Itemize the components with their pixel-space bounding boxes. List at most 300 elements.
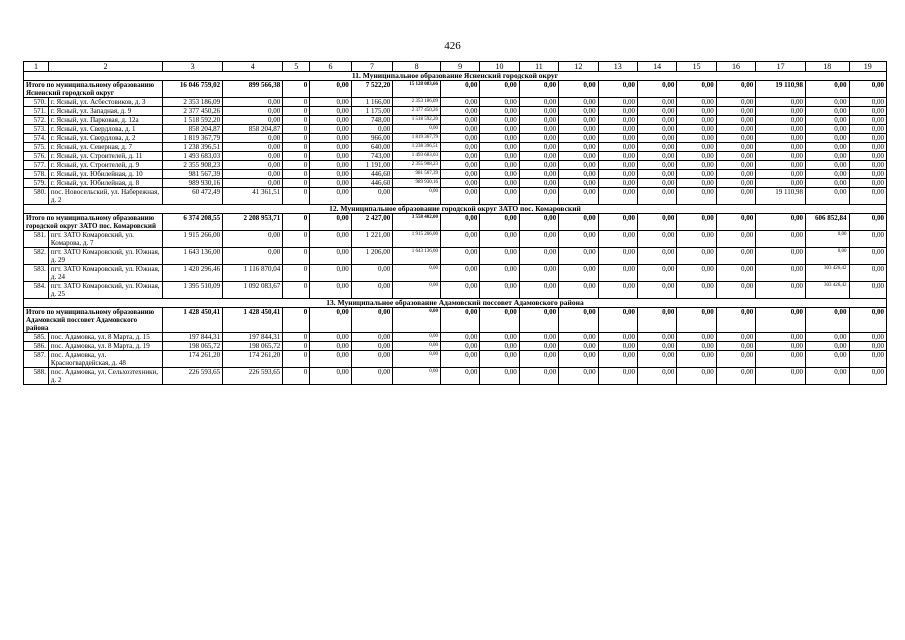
row-cell: 0,00: [223, 143, 283, 152]
row-cell: 0,00: [677, 125, 716, 134]
row-cell: 1 116 870,04: [223, 265, 283, 282]
table-row: [24, 351, 887, 368]
section-row: [24, 205, 887, 214]
row-cell: 0,00: [351, 368, 392, 385]
row-number: 585.: [24, 333, 49, 342]
row-cell: 0: [283, 333, 310, 342]
total-cell: 0,00: [805, 81, 849, 98]
row-cell: 0,00: [351, 188, 392, 205]
row-cell: 0,00: [480, 368, 519, 385]
row-cell: 0,00: [559, 98, 598, 107]
row-cell: 0,00: [519, 116, 558, 125]
row-cell: 0,00: [440, 342, 479, 351]
row-cell: 0,00: [440, 134, 479, 143]
header-cell: 10: [480, 62, 519, 72]
row-number: 576.: [24, 152, 49, 161]
row-cell: 0,00: [440, 282, 479, 299]
row-cell: 0,00: [480, 125, 519, 134]
table-row: [24, 333, 887, 342]
total-cell: 0,00: [677, 214, 716, 231]
row-cell: 1 420 296,46: [162, 265, 222, 282]
row-cell: 0,00: [756, 342, 806, 351]
row-cell: 0,00: [480, 248, 519, 265]
row-cell: 0,00: [637, 152, 676, 161]
row-cell: 0,00: [805, 188, 849, 205]
row-cell: 0,00: [637, 368, 676, 385]
row-cell: 0,00: [310, 231, 351, 248]
row-cell: 0,00: [805, 351, 849, 368]
row-cell: 0,00: [677, 368, 716, 385]
total-cell: 1 428 450,41: [223, 308, 283, 333]
row-number: 573.: [24, 125, 49, 134]
section-row: [24, 72, 887, 81]
section-row: [24, 299, 887, 308]
row-cell: 748,00: [351, 116, 392, 125]
row-cell: 0,00: [716, 179, 755, 188]
row-cell: 981 567,39: [162, 170, 222, 179]
row-cell: 1 643 136,00: [162, 248, 222, 265]
row-address: пос. Адамовка, ул. 8 Марта, д. 19: [48, 342, 162, 351]
row-cell: 0,00: [310, 107, 351, 116]
table-row: [24, 134, 887, 143]
row-cell: 41 361,51: [223, 188, 283, 205]
row-cell: 0,00: [849, 152, 886, 161]
row-cell: 0,00: [559, 188, 598, 205]
header-cell: 1: [24, 62, 49, 72]
row-address: г. Ясный, ул. Парковая, д. 12а: [48, 116, 162, 125]
row-cell: 0,00: [805, 248, 849, 265]
row-cell: 0: [283, 248, 310, 265]
table-row: [24, 188, 887, 205]
row-cell: 0,00: [310, 125, 351, 134]
row-cell: 0,00: [756, 351, 806, 368]
row-cell: 0: [283, 125, 310, 134]
row-cell: 1 395 510,09: [162, 282, 222, 299]
header-cell: 13: [598, 62, 637, 72]
total-cell: 0,00: [519, 81, 558, 98]
row-cell: 0,00: [480, 98, 519, 107]
row-cell: 0,00: [637, 98, 676, 107]
row-cell: 0,00: [480, 161, 519, 170]
row-cell: 0,00: [849, 143, 886, 152]
row-cell: 0,00: [598, 116, 637, 125]
row-cell: 0,00: [637, 161, 676, 170]
row-cell: 0,00: [637, 265, 676, 282]
row-cell: 1 175,00: [351, 107, 392, 116]
total-cell: 0,00: [310, 214, 351, 231]
row-cell: 0,00: [519, 161, 558, 170]
row-cell: 0,00: [393, 125, 441, 134]
row-number: 571.: [24, 107, 49, 116]
row-cell: 0,00: [440, 152, 479, 161]
row-cell: 0,00: [480, 116, 519, 125]
total-cell: 2 208 953,71: [223, 214, 283, 231]
row-cell: 0,00: [598, 107, 637, 116]
row-cell: 0,00: [716, 265, 755, 282]
header-cell: 5: [283, 62, 310, 72]
row-cell: 0,00: [756, 161, 806, 170]
row-cell: 0,00: [351, 282, 392, 299]
total-row: [24, 81, 887, 98]
row-cell: 0: [283, 134, 310, 143]
row-cell: 0: [283, 170, 310, 179]
total-cell: 0,00: [805, 308, 849, 333]
table-row: [24, 179, 887, 188]
row-cell: 0,00: [223, 231, 283, 248]
row-cell: 0,00: [637, 248, 676, 265]
total-cell: 0,00: [637, 214, 676, 231]
row-cell: 0,00: [559, 333, 598, 342]
total-label: Итого по муниципальному образованию Адамовский поссовет Адамовского района: [24, 308, 163, 333]
row-cell: 0,00: [716, 368, 755, 385]
row-cell: 1 166,00: [351, 98, 392, 107]
total-cell: 0,00: [716, 81, 755, 98]
row-cell: 0: [283, 161, 310, 170]
row-cell: 0,00: [223, 161, 283, 170]
total-cell: 0,00: [677, 81, 716, 98]
row-cell: 0,00: [716, 134, 755, 143]
row-cell: 0,00: [716, 152, 755, 161]
row-cell: 2 355 908,23: [162, 161, 222, 170]
row-cell: 0,00: [756, 265, 806, 282]
row-cell: 0,00: [519, 282, 558, 299]
row-cell: 0,00: [805, 116, 849, 125]
total-cell: 0,00: [440, 214, 479, 231]
row-cell: 2 353 186,09: [393, 98, 441, 107]
total-cell: 0,00: [559, 308, 598, 333]
row-cell: 858 204,87: [162, 125, 222, 134]
row-cell: 0,00: [849, 98, 886, 107]
table-row: [24, 265, 887, 282]
row-cell: 0,00: [310, 188, 351, 205]
row-cell: 0,00: [519, 107, 558, 116]
total-cell: 0,00: [393, 308, 441, 333]
row-cell: 0,00: [756, 134, 806, 143]
row-cell: 0,00: [351, 342, 392, 351]
row-cell: 0,00: [598, 152, 637, 161]
total-cell: 7 522,20: [351, 81, 392, 98]
row-cell: 0,00: [519, 98, 558, 107]
row-cell: 0,00: [351, 333, 392, 342]
row-cell: 0,00: [440, 143, 479, 152]
row-cell: 0,00: [716, 188, 755, 205]
row-cell: 0,00: [223, 152, 283, 161]
row-cell: 0,00: [716, 333, 755, 342]
row-address: пос. Новосельский, ул. Набережная, д. 2: [48, 188, 162, 205]
table-row: [24, 116, 887, 125]
row-cell: 0,00: [849, 333, 886, 342]
row-cell: 0,00: [849, 342, 886, 351]
header-cell: 11: [519, 62, 558, 72]
row-cell: 0,00: [480, 282, 519, 299]
header-row: [24, 62, 887, 72]
row-cell: 0,00: [310, 179, 351, 188]
row-cell: 0,00: [519, 170, 558, 179]
total-cell: 19 110,98: [756, 81, 806, 98]
row-cell: 0,00: [440, 368, 479, 385]
row-address: пос. Адамовка, ул. Сельхозтехники, д. 2: [48, 368, 162, 385]
row-cell: 0,00: [637, 282, 676, 299]
row-cell: 0,00: [440, 333, 479, 342]
row-cell: 0,00: [598, 333, 637, 342]
table-row: [24, 248, 887, 265]
row-cell: 0,00: [559, 282, 598, 299]
total-row: [24, 214, 887, 231]
row-address: г. Ясный, ул. Свердлова, д. 2: [48, 134, 162, 143]
row-cell: 0,00: [598, 351, 637, 368]
row-cell: 0: [283, 282, 310, 299]
total-label: Итого по муниципальному образованию городской округ ЗАТО пос. Комаровский: [24, 214, 163, 231]
table-row: [24, 161, 887, 170]
row-cell: 0,00: [677, 170, 716, 179]
row-cell: 0,00: [559, 125, 598, 134]
row-cell: 0,00: [223, 98, 283, 107]
header-cell: 15: [677, 62, 716, 72]
row-cell: 0,00: [716, 282, 755, 299]
row-cell: 0,00: [805, 125, 849, 134]
total-cell: 0,00: [756, 308, 806, 333]
row-cell: 0,00: [480, 188, 519, 205]
row-cell: 0,00: [519, 134, 558, 143]
row-cell: 0,00: [716, 161, 755, 170]
row-cell: 0,00: [310, 116, 351, 125]
row-cell: 0,00: [310, 161, 351, 170]
row-address: г. Ясный, ул. Строителей, д. 9: [48, 161, 162, 170]
row-number: 581.: [24, 231, 49, 248]
row-cell: 0,00: [598, 161, 637, 170]
total-cell: 0: [283, 308, 310, 333]
row-cell: 0,00: [677, 179, 716, 188]
row-address: г. Ясный, ул. Северная, д. 7: [48, 143, 162, 152]
row-cell: 0,00: [559, 248, 598, 265]
row-cell: 0,00: [716, 351, 755, 368]
row-cell: 0,00: [677, 188, 716, 205]
row-cell: 0,00: [393, 282, 441, 299]
total-cell: 6 374 208,55: [162, 214, 222, 231]
row-cell: 2 353 186,09: [162, 98, 222, 107]
row-cell: 198 065,72: [162, 342, 222, 351]
row-address: пгт. ЗАТО Комаровский, ул. Комарова, д. 7: [48, 231, 162, 248]
row-cell: 0,00: [440, 116, 479, 125]
row-cell: 0,00: [223, 170, 283, 179]
row-cell: 0,00: [756, 125, 806, 134]
row-cell: 0,00: [598, 368, 637, 385]
row-cell: 0,00: [598, 98, 637, 107]
row-cell: 0,00: [677, 265, 716, 282]
row-cell: 0,00: [519, 179, 558, 188]
total-row: [24, 308, 887, 333]
row-cell: 197 844,31: [162, 333, 222, 342]
header-cell: 16: [716, 62, 755, 72]
total-cell: 0: [283, 214, 310, 231]
row-cell: 1 221,00: [351, 231, 392, 248]
row-cell: 1 238 396,51: [393, 143, 441, 152]
row-cell: 0,00: [805, 98, 849, 107]
row-cell: 1 092 083,67: [223, 282, 283, 299]
total-cell: 606 852,84: [805, 214, 849, 231]
row-cell: 0,00: [598, 188, 637, 205]
row-cell: 0,00: [310, 170, 351, 179]
row-number: 586.: [24, 342, 49, 351]
total-cell: 0,00: [716, 308, 755, 333]
row-cell: 0,00: [310, 152, 351, 161]
row-cell: 0,00: [598, 342, 637, 351]
row-cell: 0,00: [598, 143, 637, 152]
total-cell: 0,00: [598, 81, 637, 98]
total-cell: 0,00: [310, 81, 351, 98]
total-cell: 0,00: [849, 214, 886, 231]
row-cell: 0: [283, 188, 310, 205]
row-cell: 0,00: [849, 265, 886, 282]
row-cell: 0,00: [716, 125, 755, 134]
row-cell: 0,00: [480, 143, 519, 152]
row-cell: 0,00: [637, 188, 676, 205]
row-cell: 0,00: [849, 179, 886, 188]
table-row: [24, 368, 887, 385]
row-cell: 0,00: [756, 179, 806, 188]
row-cell: 1 518 592,20: [162, 116, 222, 125]
register-table: [23, 61, 887, 385]
row-cell: 0,00: [805, 143, 849, 152]
table-row: [24, 170, 887, 179]
row-cell: 0,00: [849, 282, 886, 299]
row-cell: 0,00: [756, 333, 806, 342]
row-cell: 0,00: [440, 125, 479, 134]
row-number: 582.: [24, 248, 49, 265]
row-cell: 1 206,00: [351, 248, 392, 265]
row-cell: 0,00: [223, 116, 283, 125]
row-address: г. Ясный, ул. Свердлова, д. 1: [48, 125, 162, 134]
row-cell: 0,00: [598, 248, 637, 265]
header-cell: 14: [637, 62, 676, 72]
row-cell: 0,00: [756, 107, 806, 116]
total-cell: 0,00: [598, 308, 637, 333]
row-cell: 0,00: [716, 107, 755, 116]
section-title: 12. Муниципальное образование городской округ ЗАТО пос. Комаровский: [24, 205, 887, 214]
header-cell: 9: [440, 62, 479, 72]
row-cell: 0,00: [677, 134, 716, 143]
row-address: г. Ясный, ул. Асбестовиков, д. 3: [48, 98, 162, 107]
row-cell: 0,00: [677, 333, 716, 342]
row-cell: 0,00: [716, 116, 755, 125]
row-cell: 0,00: [849, 116, 886, 125]
row-cell: 0,00: [598, 179, 637, 188]
row-cell: 0,00: [223, 248, 283, 265]
row-cell: 226 593,65: [162, 368, 222, 385]
row-cell: 0,00: [310, 351, 351, 368]
row-cell: 0,00: [223, 179, 283, 188]
total-cell: 16 046 759,02: [162, 81, 222, 98]
row-cell: 0,00: [849, 248, 886, 265]
row-cell: 0,00: [393, 342, 441, 351]
row-cell: 0,00: [756, 248, 806, 265]
row-cell: 0,00: [310, 134, 351, 143]
row-cell: 0,00: [559, 231, 598, 248]
row-cell: 0: [283, 107, 310, 116]
row-cell: 0,00: [677, 351, 716, 368]
row-cell: 0,00: [223, 107, 283, 116]
row-cell: 0,00: [637, 116, 676, 125]
total-cell: 1 428 450,41: [162, 308, 222, 333]
total-cell: 0,00: [440, 308, 479, 333]
row-cell: 0: [283, 342, 310, 351]
row-cell: 303 426,42: [805, 265, 849, 282]
row-cell: 0,00: [223, 134, 283, 143]
row-cell: 0,00: [677, 107, 716, 116]
row-cell: 0,00: [559, 107, 598, 116]
header-cell: 19: [849, 62, 886, 72]
table-row: [24, 98, 887, 107]
row-cell: 1 191,00: [351, 161, 392, 170]
row-cell: 0,00: [480, 351, 519, 368]
row-cell: 0,00: [310, 248, 351, 265]
row-cell: 0,00: [393, 188, 441, 205]
row-cell: 0,00: [480, 152, 519, 161]
header-cell: 7: [351, 62, 392, 72]
page-number: 426: [444, 40, 461, 52]
row-cell: 2 355 908,23: [393, 161, 441, 170]
row-cell: 858 204,87: [223, 125, 283, 134]
row-cell: 0,00: [559, 143, 598, 152]
row-cell: 174 261,20: [162, 351, 222, 368]
row-cell: 0,00: [440, 231, 479, 248]
row-cell: 0,00: [805, 161, 849, 170]
row-cell: 0,00: [677, 231, 716, 248]
row-cell: 0,00: [677, 342, 716, 351]
row-address: пос. Адамовка, ул. 8 Марта, д. 15: [48, 333, 162, 342]
row-cell: 0,00: [480, 170, 519, 179]
row-cell: 0,00: [805, 134, 849, 143]
row-cell: 60 472,49: [162, 188, 222, 205]
row-address: пос. Адамовка, ул. Красногвардейская, д. 48: [48, 351, 162, 368]
row-cell: 0,00: [756, 170, 806, 179]
total-cell: 0,00: [480, 214, 519, 231]
row-cell: 0,00: [559, 351, 598, 368]
row-cell: 0,00: [805, 107, 849, 116]
row-cell: 966,00: [351, 134, 392, 143]
total-cell: 0,00: [756, 214, 806, 231]
row-cell: 0,00: [440, 98, 479, 107]
row-cell: 0,00: [440, 351, 479, 368]
row-number: 575.: [24, 143, 49, 152]
row-cell: 1 238 396,51: [162, 143, 222, 152]
row-cell: 0,00: [849, 170, 886, 179]
table-row: [24, 342, 887, 351]
row-cell: 0,00: [677, 143, 716, 152]
row-cell: 0,00: [805, 179, 849, 188]
row-cell: 0,00: [756, 368, 806, 385]
row-cell: 0,00: [598, 282, 637, 299]
row-cell: 0,00: [716, 98, 755, 107]
row-cell: 981 567,39: [393, 170, 441, 179]
row-cell: 0,00: [598, 231, 637, 248]
row-cell: 0,00: [849, 188, 886, 205]
row-number: 578.: [24, 170, 49, 179]
row-cell: 0,00: [519, 265, 558, 282]
row-cell: 0: [283, 179, 310, 188]
row-cell: 0,00: [805, 368, 849, 385]
row-cell: 174 261,20: [223, 351, 283, 368]
row-cell: 0,00: [637, 342, 676, 351]
row-cell: 1 819 367,79: [393, 134, 441, 143]
row-cell: 0,00: [598, 170, 637, 179]
row-number: 579.: [24, 179, 49, 188]
total-cell: 0,00: [351, 308, 392, 333]
row-cell: 0,00: [480, 179, 519, 188]
total-cell: 0,00: [559, 214, 598, 231]
table-row: [24, 152, 887, 161]
row-cell: 1 518 592,20: [393, 116, 441, 125]
